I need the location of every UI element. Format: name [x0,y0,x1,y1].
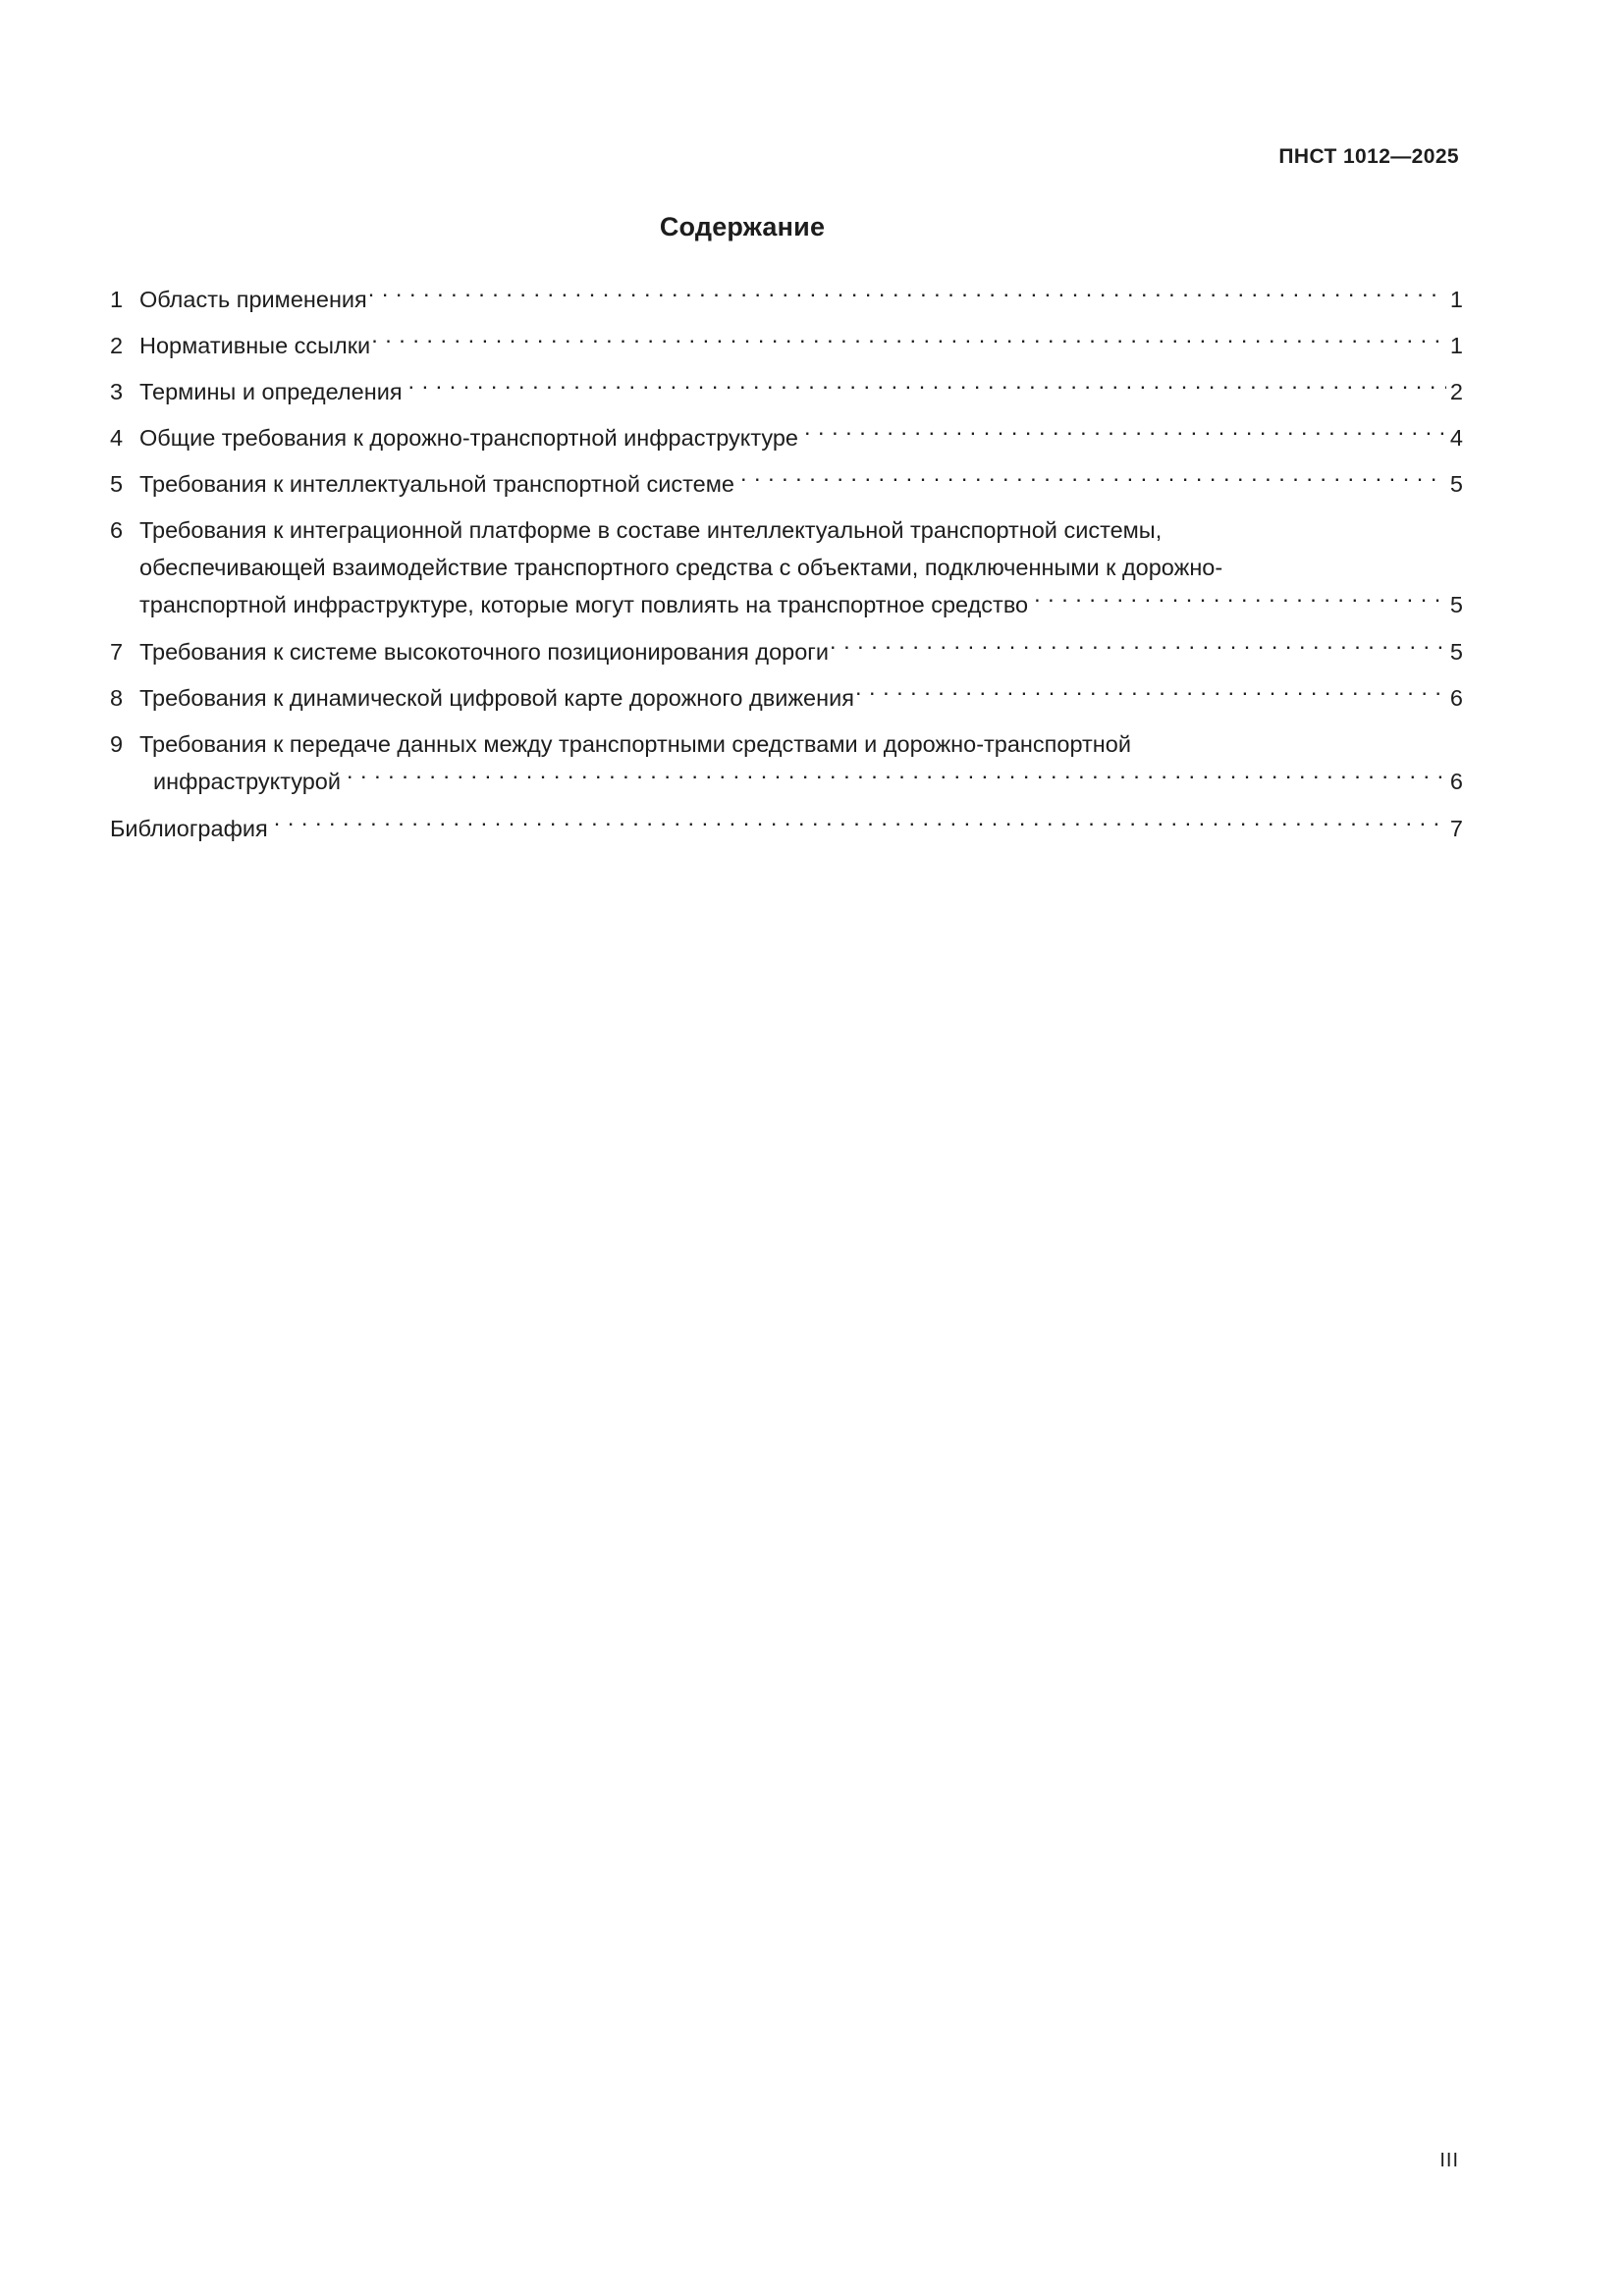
toc-entry-title-continued: транспортной инфраструктуре, которые могут повлиять на транспортное средство [139,592,1029,617]
table-of-contents [110,281,1463,857]
toc-entry-page: 6 [1449,685,1463,711]
toc-entry-title: Требования к передаче данных между транспортными средствами и дорожно-транспортной [139,731,1131,757]
toc-entry-title: Область применения [139,287,367,312]
dot-leader [830,637,1446,661]
toc-entry-number: 2 [110,333,124,358]
toc-entry-number: 4 [110,425,124,451]
toc-line [110,633,1463,670]
toc-line [110,549,1463,586]
toc-line [110,586,1463,623]
toc-entry[interactable] [110,281,1463,318]
dot-leader [274,814,1446,837]
dot-leader [408,377,1446,400]
toc-entry-number: 6 [110,517,124,543]
toc-line [110,810,1463,847]
toc-line [110,419,1463,456]
toc-entry[interactable] [110,465,1463,503]
toc-line [110,465,1463,503]
toc-entry-number: 8 [110,685,124,711]
toc-entry[interactable] [110,679,1463,717]
toc-entry-number: 3 [110,379,124,404]
toc-entry[interactable] [110,419,1463,456]
toc-entry-page: 2 [1449,379,1463,404]
toc-entry-page: 4 [1449,425,1463,451]
dot-leader [347,767,1446,790]
toc-line [110,373,1463,410]
running-header: ПНСТ 1012—2025 [1278,145,1459,168]
toc-entry-title: Требования к системе высокоточного позиционирования дороги [139,639,830,665]
page-title: Содержание [659,212,826,241]
toc-entry-page: 1 [1449,333,1463,358]
toc-entry[interactable] [110,373,1463,410]
toc-entry-title: Нормативные ссылки [139,333,371,358]
dot-leader [371,331,1446,354]
page-folio: III [1439,2150,1459,2171]
toc-entry-page: 6 [1449,769,1463,794]
dot-leader [368,285,1446,308]
toc-line [110,327,1463,364]
toc-entry-title: Требования к интеллектуальной транспортной системе [139,471,734,497]
toc-entry[interactable] [110,511,1463,623]
toc-entry-title: Общие требования к дорожно-транспортной инфраструктуре [139,425,798,451]
dot-leader [1034,590,1446,614]
toc-line [110,679,1463,717]
toc-entry-title: Библиография [110,816,268,841]
dot-leader [804,423,1446,447]
toc-entry-number: 9 [110,731,124,757]
toc-entry[interactable] [110,725,1463,800]
toc-line [110,725,1463,763]
toc-entry-page: 5 [1449,639,1463,665]
toc-entry-page: 5 [1449,592,1463,617]
toc-entry-title-continued: обеспечивающей взаимодействие транспортного средства с объектами, подключенными к дорожно- [139,555,1223,580]
toc-entry-title: Термины и определения [139,379,403,404]
toc-line [110,281,1463,318]
toc-entry-page: 7 [1449,816,1463,841]
toc-entry-number: 5 [110,471,124,497]
toc-entry-page: 5 [1449,471,1463,497]
toc-line [110,511,1463,549]
toc-entry-title-continued: инфраструктурой [153,769,341,794]
toc-entry[interactable] [110,327,1463,364]
toc-entry-bibliography[interactable] [110,810,1463,847]
toc-entry-number: 1 [110,287,124,312]
dot-leader [855,683,1446,707]
toc-entry-title: Требования к интеграционной платформе в составе интеллектуальной транспортной системы, [139,517,1163,543]
toc-entry-page: 1 [1449,287,1463,312]
toc-entry[interactable] [110,633,1463,670]
dot-leader [740,469,1446,493]
toc-entry-title: Требования к динамической цифровой карте дорожного движения [139,685,854,711]
toc-line [110,763,1463,800]
toc-entry-number: 7 [110,639,124,665]
